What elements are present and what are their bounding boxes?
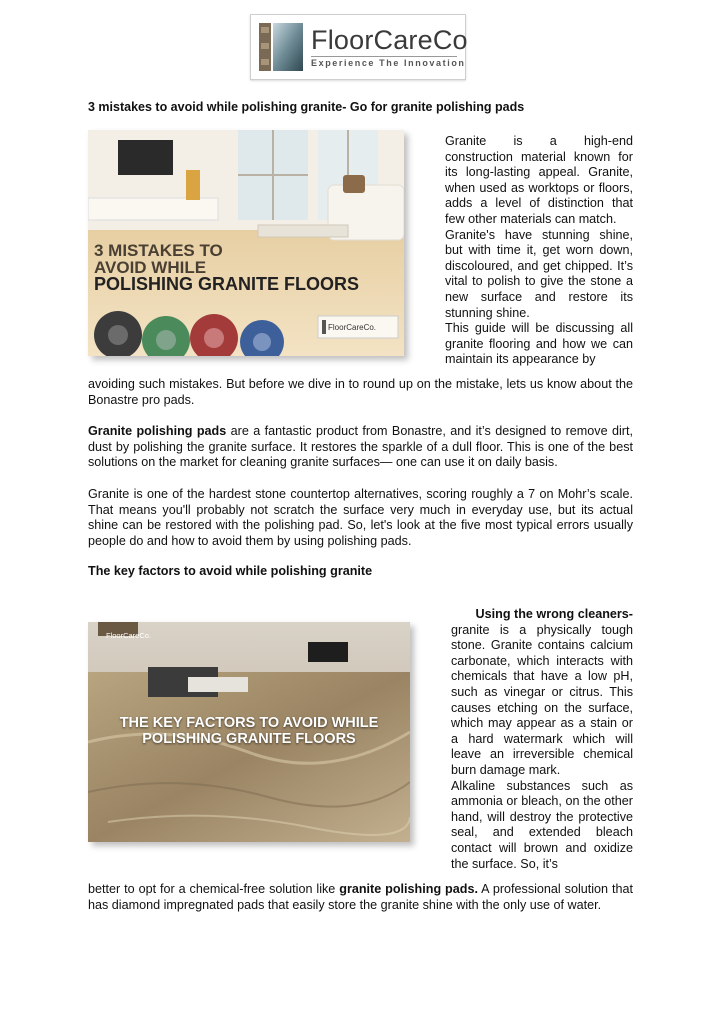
intro-paragraph-1: Granite is a high-end construction material known for its long-lasting appeal. Granite, when used as worktops or floors, adds a level of distinction that few other materials can match. (445, 134, 633, 226)
document-title: 3 mistakes to avoid while polishing granite- Go for granite polishing pads (88, 100, 525, 114)
logo-tagline: Experience The Innovation (311, 58, 466, 68)
logo-name: FloorCareCo (311, 25, 468, 55)
living-room-image (88, 130, 404, 356)
intro-paragraph-3: This guide will be discussing all granite flooring and how we can maintain its appearance by (445, 321, 633, 367)
image1-caption-line3: POLISHING GRANITE FLOORS (94, 274, 360, 294)
section-subheading: The key factors to avoid while polishing granite (88, 564, 373, 578)
floorcareco-logo (250, 14, 466, 80)
hardness-paragraph (88, 487, 633, 549)
image1-caption-line1: 3 MISTAKES TO (94, 241, 223, 260)
image2-caption-line1: THE KEY FACTORS TO AVOID WHILE (119, 715, 379, 731)
image2-logo-text: FloorCareCo. (106, 631, 152, 640)
image1-logo-text: FloorCareCo. (328, 323, 377, 332)
polishing-pads-bold: Granite polishing pads (88, 424, 227, 438)
image2-caption (88, 715, 410, 747)
intro-column (445, 134, 633, 368)
polishing-pads-paragraph (88, 424, 633, 471)
logo-divider (311, 56, 457, 57)
intro-continued (88, 377, 633, 408)
image2-caption-line2: POLISHING GRANITE FLOORS (142, 731, 356, 747)
cleaners-paragraph-2: Alkaline substances such as ammonia or bleach, on the other hand, will destroy the protective seal, and extended bleach contact will brown and oxidize the surface. So, it’s (451, 778, 633, 871)
cleaners-continued (88, 882, 633, 913)
cleaners-heading: Using the wrong cleaners- (475, 607, 633, 621)
cleaners-paragraph-1: granite is a physically tough stone. Granite contains calcium carbonate, which interacts with chemicals that have a low pH, such as vinegar or citrus. This causes etching on the surface, which may appear as a stain or a hard watermark which will leave an irreversible chemical burn damage mark. (451, 622, 633, 777)
image1-caption-line2: AVOID WHILE (94, 258, 207, 277)
logo-mark-icon (259, 23, 303, 71)
polishing-pads-text: are a fantastic product from Bonastre, and it’s designed to remove dirt, dust by polishing the granite surface. It restores the sparkle of a dull floor. This is one of the best solutions on the market for cleaning granite surfaces— one can use it on daily basis. (88, 424, 633, 470)
granite-floor-image (88, 622, 410, 842)
intro-paragraph-3-cont: avoiding such mistakes. But before we dive in to round up on the mistake, lets us know about the Bonastre pro pads. (88, 377, 633, 407)
hardness-text: Granite is one of the hardest stone countertop alternatives, scoring roughly a 7 on Mohr’s scale. That means you'll probably not scratch the surface very much in everyday use, but its actual shine can be restored with the polishing pad. So, let's look at the five most typical errors usually people do and how to avoid them by using polishing pads. (88, 487, 633, 548)
cleaners-text-b: A professional solution that has diamond impregnated pads that easily store the granite shine with the only use of water. (88, 882, 633, 912)
cleaners-bold: granite polishing pads. (339, 882, 478, 896)
cleaners-column (451, 607, 633, 872)
image1-caption (94, 242, 359, 293)
intro-paragraph-2: Granite's have stunning shine, but with time it, get worn down, discoloured, and get chipped. It’s vital to polish to give the stone a new surface and restore its stunning shine. (445, 227, 633, 320)
cleaners-text-a: better to opt for a chemical-free solution like (88, 882, 340, 896)
